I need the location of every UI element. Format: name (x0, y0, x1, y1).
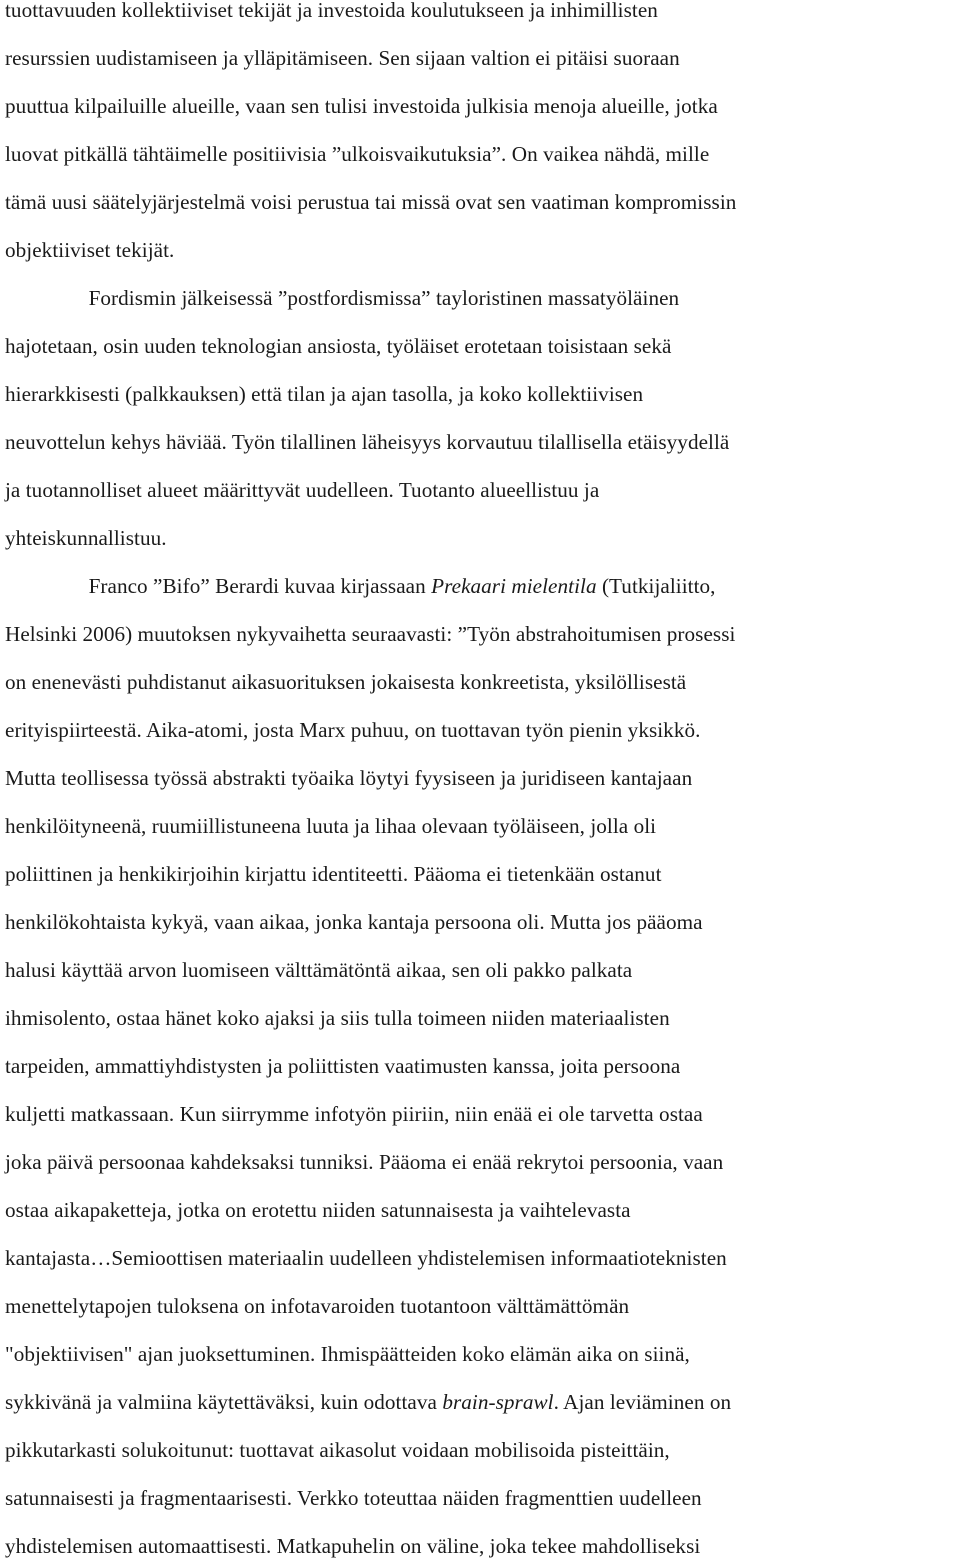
body-text-segment: kantajasta…Semioottisen materiaalin uudelleen yhdistelemisen informaatioteknisten (5, 1246, 727, 1270)
body-text-segment: Helsinki 2006) muutoksen nykyvaihetta seuraavasti: ”Työn abstrahoitumisen prosessi (5, 622, 736, 646)
body-text-segment: sykkivänä ja valmiina käytettäväksi, kuin odottava (5, 1390, 443, 1414)
paragraph-3-line (5, 1042, 955, 1090)
paragraph-2-line (5, 418, 955, 466)
body-text-segment: ja tuotannolliset alueet määrittyvät uudelleen. Tuotanto alueellistuu ja (5, 478, 600, 502)
paragraph-1-line (5, 34, 955, 82)
body-text-segment: poliittinen ja henkikirjoihin kirjattu identiteetti. Pääoma ei tietenkään ostanut (5, 862, 662, 886)
body-text-segment: pikkutarkasti solukoitunut: tuottavat aikasolut voidaan mobilisoida pisteittäin, (5, 1438, 670, 1462)
body-text-segment: luovat pitkällä tähtäimelle positiivisia ”ulkoisvaikutuksia”. On vaikea nähdä, mille (5, 142, 710, 166)
body-text-segment: henkilöityneenä, ruumiillistuneena luuta ja lihaa olevaan työläiseen, jolla oli (5, 814, 657, 838)
body-text-segment: . Ajan leviäminen on (553, 1390, 732, 1414)
paragraph-3-line (5, 1378, 955, 1426)
body-text-segment: kuljetti matkassaan. Kun siirrymme infotyön piiriin, niin enää ei ole tarvetta ostaa (5, 1102, 703, 1126)
paragraph-2-line (5, 322, 955, 370)
paragraph-1-line (5, 0, 955, 34)
paragraph-3-line (5, 1522, 955, 1564)
paragraph-3-line (5, 946, 955, 994)
body-text-segment: henkilökohtaista kykyä, vaan aikaa, jonka kantaja persoona oli. Mutta jos pääoma (5, 910, 703, 934)
body-text-segment: joka päivä persoonaa kahdeksaksi tunniksi. Pääoma ei enää rekrytoi persoonia, vaan (5, 1150, 724, 1174)
paragraph-3-line (5, 610, 955, 658)
italic-title-text: Prekaari mielentila (431, 574, 597, 598)
body-text-segment: halusi käyttää arvon luomiseen välttämätöntä aikaa, sen oli pakko palkata (5, 958, 633, 982)
paragraph-2-line (5, 466, 955, 514)
paragraph-3-line (5, 754, 955, 802)
body-text-segment: Franco ”Bifo” Berardi kuvaa kirjassaan (88, 574, 432, 598)
body-text-segment: resurssien uudistamiseen ja ylläpitämiseen. Sen sijaan valtion ei pitäisi suoraan (5, 46, 680, 70)
paragraph-3-line (5, 658, 955, 706)
paragraph-3-line (5, 1234, 955, 1282)
body-text-segment: ihmisolento, ostaa hänet koko ajaksi ja siis tulla toimeen niiden materiaalisten (5, 1006, 670, 1030)
paragraph-3-line (5, 850, 955, 898)
body-text-segment: puuttua kilpailuille alueille, vaan sen tulisi investoida julkisia menoja alueille, jotka (5, 94, 718, 118)
body-text-segment: satunnaisesti ja fragmentaarisesti. Verkko toteuttaa näiden fragmenttien uudelleen (5, 1486, 702, 1510)
body-text-segment: neuvottelun kehys häviää. Työn tilallinen läheisyys korvautuu tilallisella etäisyydellä (5, 430, 730, 454)
paragraph-3-line (5, 1090, 955, 1138)
paragraph-3-line (5, 898, 955, 946)
body-text-segment: tuottavuuden kollektiiviset tekijät ja investoida koulutukseen ja inhimillisten (5, 0, 658, 22)
paragraph-1-line (5, 226, 955, 274)
paragraph-3-line (5, 994, 955, 1042)
paragraph-3-line (5, 1186, 955, 1234)
paragraph-2-line (5, 370, 955, 418)
paragraph-3-line (5, 706, 955, 754)
body-text-segment: Fordismin jälkeisessä ”postfordismissa” tayloristinen massatyöläinen (88, 286, 680, 310)
paragraph-2-line (5, 274, 955, 322)
body-text-segment: tarpeiden, ammattiyhdistysten ja poliittisten vaatimusten kanssa, joita persoona (5, 1054, 681, 1078)
body-text-segment: menettelytapojen tuloksena on infotavaroiden tuotantoon välttämättömän (5, 1294, 630, 1318)
paragraph-3-line (5, 1426, 955, 1474)
body-text-segment: erityispiirteestä. Aika-atomi, josta Marx puhuu, on tuottavan työn pienin yksikkö. (5, 718, 701, 742)
paragraph-3-line (5, 1474, 955, 1522)
body-text-segment: objektiiviset tekijät. (5, 238, 175, 262)
document-body-text (5, 0, 960, 1564)
body-text-segment: tämä uusi säätelyjärjestelmä voisi perustua tai missä ovat sen vaatiman kompromissin (5, 190, 737, 214)
body-text-segment: on enenevästi puhdistanut aikasuorituksen jokaisesta konkreetista, yksilöllisestä (5, 670, 687, 694)
body-text-segment: hierarkkisesti (palkkauksen) että tilan ja ajan tasolla, ja koko kollektiivisen (5, 382, 644, 406)
body-text-segment: Mutta teollisessa työssä abstrakti työaika löytyi fyysiseen ja juridiseen kantajaan (5, 766, 693, 790)
body-text-segment: yhdistelemisen automaattisesti. Matkapuhelin on väline, joka tekee mahdolliseksi (5, 1534, 701, 1558)
body-text-segment: yhteiskunnallistuu. (5, 526, 167, 550)
body-text-segment: hajotetaan, osin uuden teknologian ansiosta, työläiset erotetaan toisistaan sekä (5, 334, 672, 358)
paragraph-3-line (5, 562, 955, 610)
paragraph-2-line (5, 514, 955, 562)
body-text-segment: "objektiivisen" ajan juoksettuminen. Ihmispäätteiden koko elämän aika on siinä, (5, 1342, 690, 1366)
body-text-segment: ostaa aikapaketteja, jotka on erotettu niiden satunnaisesta ja vaihtelevasta (5, 1198, 631, 1222)
paragraph-3-line (5, 802, 955, 850)
paragraph-1-line (5, 178, 955, 226)
paragraph-3-line (5, 1330, 955, 1378)
italic-title-text: brain-sprawl (442, 1390, 554, 1414)
paragraph-3-line (5, 1282, 955, 1330)
paragraph-1-line (5, 82, 955, 130)
body-text-segment: (Tutkijaliitto, (596, 574, 716, 598)
paragraph-1-line (5, 130, 955, 178)
paragraph-3-line (5, 1138, 955, 1186)
